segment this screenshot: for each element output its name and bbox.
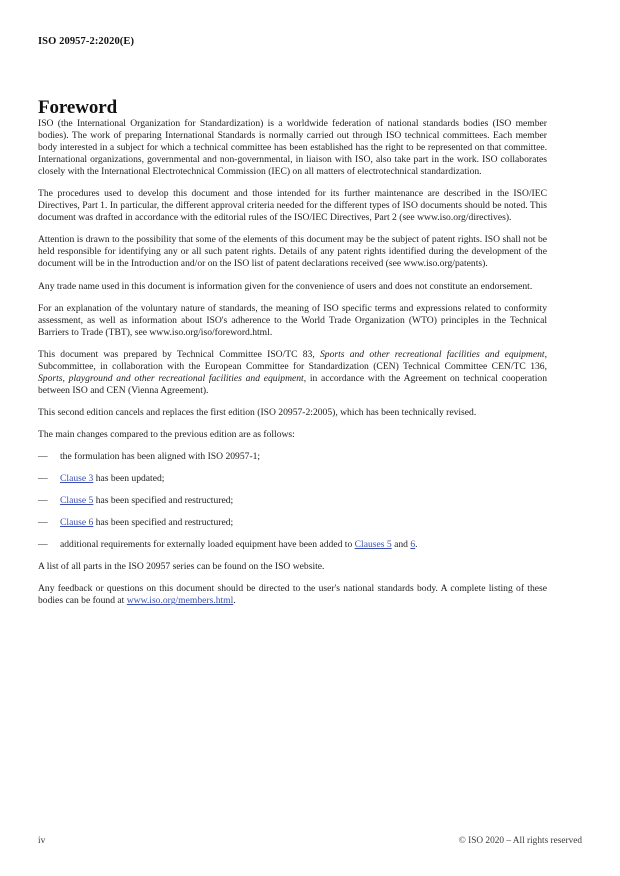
list-dash-icon: —: [38, 450, 48, 462]
clause-5-link[interactable]: Clause 5: [60, 495, 94, 507]
list-item-text-lead: additional requirements for externally loaded equipment have been added to: [60, 539, 355, 551]
page-number: iv: [38, 836, 46, 846]
iso-members-link[interactable]: www.iso.org/members.html: [126, 595, 234, 607]
tc-text-part-1: This document was prepared by Technical Committee ISO/TC 83,: [38, 348, 320, 360]
list-item-text: [60, 495, 547, 507]
paragraph-all-parts: A list of all parts in the ISO 20957 series can be found on the ISO website.: [38, 561, 325, 573]
list-item-text: [60, 539, 547, 551]
paragraph-main-changes-intro: The main changes compared to the previous edition are as follows:: [38, 428, 295, 440]
paragraph-technical-committee: [38, 349, 547, 397]
tc-text-part-2: , Subcommittee, in collaboration with the European Committee for Standardization (CEN) Technical Committee CEN/TC 136,: [38, 348, 547, 372]
clause-3-link[interactable]: Clause 3: [60, 473, 94, 485]
tc-committee-name-1: Sports and other recreational facilities and equipment: [319, 348, 545, 360]
list-item-text: [60, 517, 547, 529]
paragraph-second-edition: This second edition cancels and replaces the first edition (ISO 20957-2:2005), which has been technically revised.: [38, 406, 477, 418]
clauses-5-link[interactable]: Clauses 5: [354, 539, 392, 551]
list-item-text-middle: and: [391, 539, 411, 551]
list-dash-icon: —: [38, 495, 48, 507]
list-item-text-tail: has been specified and restructured;: [93, 495, 234, 507]
list-item: [38, 539, 547, 551]
list-dash-icon: —: [38, 517, 48, 529]
clause-6-link[interactable]: Clause 6: [60, 517, 94, 529]
paragraph-trade-name: Any trade name used in this document is information given for the convenience of users and does not constitute an endorsement.: [38, 280, 533, 292]
paragraph-iso-definition: ISO (the International Organization for Standardization) is a worldwide federation of national standards bodies (ISO member bodies). The work of preparing International Standards is normally carried out through ISO technical committees. Each member body interested in a subject for which a technical committee has been established has the right to be represented on that committee. International organizations, governmental and non-governmental, in liaison with ISO, also take part in the work. ISO collaborates closely with the International Electrotechnical Commission (IEC) on all matters of electrotechnical standardization.: [38, 118, 547, 178]
paragraph-voluntary-nature: For an explanation of the voluntary nature of standards, the meaning of ISO specific terms and expressions related to conformity assessment, as well as information about ISO's adherence to the World Trade Organization (WTO) principles in the Technical Barriers to Trade (TBT), see www.iso.org/iso/foreword.html.: [38, 302, 547, 338]
list-item: [38, 473, 547, 485]
foreword-body: [38, 118, 547, 617]
feedback-text-lead: Any feedback or questions on this document should be directed to the user's national standards body. A complete listing of these bodies can be found at: [38, 583, 547, 607]
list-item-text: [60, 473, 547, 485]
list-item-text-tail: has been specified and restructured;: [93, 517, 234, 529]
list-item: [38, 495, 547, 507]
page-footer: [38, 836, 582, 850]
paragraph-feedback: [38, 583, 547, 607]
list-item: [38, 517, 547, 529]
paragraph-procedures: The procedures used to develop this document and those intended for its further maintenance are described in the ISO/IEC Directives, Part 1. In particular, the different approval criteria needed for the different types of ISO documents should be noted. This document was drafted in accordance with the editorial rules of the ISO/IEC Directives, Part 2 (see www.iso.org/directives).: [38, 188, 547, 224]
document-header-reference: ISO 20957-2:2020(E): [38, 36, 135, 47]
copyright-notice: © ISO 2020 – All rights reserved: [458, 836, 582, 846]
paragraph-patent-rights: Attention is drawn to the possibility that some of the elements of this document may be the subject of patent rights. ISO shall not be held responsible for identifying any or all such patent rights. Details of any patent rights identified during the development of the document will be in the Introduction and/or on the ISO list of patent declarations received (see www.iso.org/patents).: [38, 234, 547, 270]
list-item-text-tail: .: [415, 539, 418, 551]
tc-text-part-3: , in accordance with the Agreement on technical cooperation between ISO and CEN (Vienna Agreement).: [38, 372, 547, 396]
list-dash-icon: —: [38, 473, 48, 485]
clause-6-short-link[interactable]: 6: [410, 539, 416, 551]
list-item-text-tail: has been updated;: [93, 473, 165, 485]
feedback-text-tail: .: [233, 595, 236, 607]
tc-committee-name-2: Sports, playground and other recreational facilities and equipment: [38, 372, 304, 384]
list-item: [38, 451, 547, 463]
page-title: Foreword: [38, 96, 118, 118]
list-item-text: the formulation has been aligned with ISO 20957-1;: [60, 450, 261, 462]
list-dash-icon: —: [38, 539, 48, 551]
